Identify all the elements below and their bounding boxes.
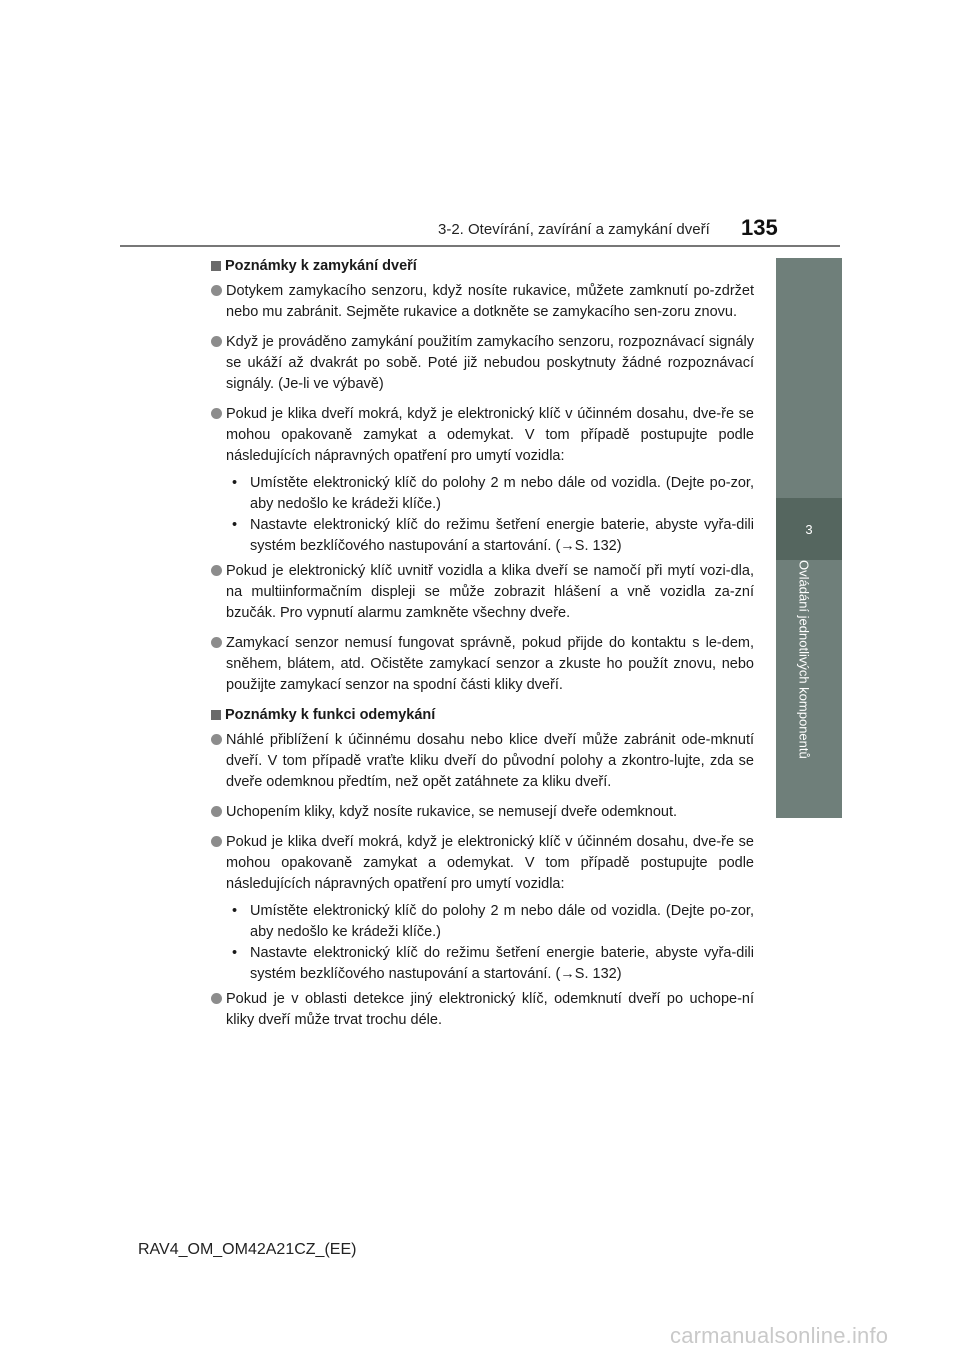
bullet-text: Když je prováděno zamykání použitím zamykacího senzoru, rozpoznávací signály se ukáží až dvakrát po sobě. Poté již nebudou poskytnuty žádné rozpoznávací signály. (Je-li ve výbavě) [226, 334, 754, 392]
sub-item [210, 943, 754, 985]
bullet-icon [211, 806, 222, 817]
page-number: 135 [741, 215, 778, 240]
sub-bullet-icon: • [232, 903, 238, 919]
list-item [210, 730, 754, 793]
bullet-text: Pokud je klika dveří mokrá, když je elektronický klíč v účinném dosahu, dve-ře se mohou opakovaně zamykat a odemykat. V tom případě postupujte podle následujících nápravných opatření pro umytí vozidla: [226, 834, 754, 892]
sub-item-text: Umístěte elektronický klíč do polohy 2 m nebo dále od vozidla. (Dejte po-zor, aby nedošlo ke krádeži klíče.) [250, 903, 754, 940]
list-item [210, 281, 754, 323]
section-heading-locking: Poznámky k zamykání dveří [210, 256, 754, 277]
sub-item [210, 901, 754, 943]
sub-list [210, 901, 754, 985]
sub-item-text: Nastavte elektronický klíč do režimu šetření energie baterie, abyste vyřa-dili systém bezklíčového nastupování a startování. (→S. 132) [250, 517, 754, 554]
bullet-icon [211, 336, 222, 347]
sub-list [210, 473, 754, 557]
sub-bullet-icon: • [232, 475, 238, 491]
header-rule [120, 245, 840, 247]
list-item [210, 404, 754, 467]
list-item [210, 832, 754, 895]
document-code: RAV4_OM_OM42A21CZ_(EE) [138, 1241, 357, 1258]
chapter-title: Ovládání jednotlivých komponentů [796, 560, 812, 759]
bullet-icon [211, 637, 222, 648]
bullet-text: Pokud je v oblasti detekce jiný elektronický klíč, odemknutí dveří po uchope-ní kliky dveří může trvat trochu déle. [226, 991, 754, 1028]
sub-item-text: Umístěte elektronický klíč do polohy 2 m nebo dále od vozidla. (Dejte po-zor, aby nedošlo ke krádeži klíče.) [250, 475, 754, 512]
list-item [210, 561, 754, 624]
bullet-text: Uchopením kliky, když nosíte rukavice, se nemusejí dveře odemknout. [226, 804, 678, 820]
list-item [210, 802, 754, 823]
bullet-text: Náhlé přiblížení k účinnému dosahu nebo klice dveří může zabránit ode-mknutí dveří. V tom případě vraťte kliku dveří do původní polohy a zkontro-lujte, zda se dveře odemknou předtím, než opět zatáhnete za kliku dveří. [226, 732, 754, 790]
side-tab-upper [776, 258, 842, 498]
list-item [210, 332, 754, 395]
section-heading-unlocking: Poznámky k funkci odemykání [210, 705, 754, 726]
bullet-text: Zamykací senzor nemusí fungovat správně, pokud přijde do kontaktu s le-dem, sněhem, blátem, atd. Očistěte zamykací senzor a zkuste ho použít znovu, nebo použijte zamykací senzor na spodní části kliky dveří. [226, 635, 754, 693]
bullet-text: Pokud je klika dveří mokrá, když je elektronický klíč v účinném dosahu, dve-ře se mohou opakovaně zamykat a odemykat. V tom případě postupujte podle následujících nápravných opatření pro umytí vozidla: [226, 406, 754, 464]
bullet-icon [211, 408, 222, 419]
sub-item [210, 515, 754, 557]
bullet-icon [211, 285, 222, 296]
sub-item-text: Nastavte elektronický klíč do režimu šetření energie baterie, abyste vyřa-dili systém bezklíčového nastupování a startování. (→S. 132) [250, 945, 754, 982]
bullet-icon [211, 836, 222, 847]
sub-bullet-icon: • [232, 517, 238, 533]
watermark: carmanualsonline.info [670, 1323, 889, 1348]
sub-bullet-icon: • [232, 945, 238, 961]
list-item [210, 633, 754, 696]
chapter-number: 3 [776, 498, 842, 560]
bullet-text: Dotykem zamykacího senzoru, když nosíte rukavice, můžete zamknutí po-zdržet nebo mu zabránit. Sejměte rukavice a dotkněte se zamykacího sen-zoru znovu. [226, 283, 754, 320]
bullet-icon [211, 565, 222, 576]
page-content [210, 256, 754, 1040]
bullet-icon [211, 993, 222, 1004]
sub-item [210, 473, 754, 515]
running-header: 3-2. Otevírání, zavírání a zamykání dveří [438, 221, 710, 238]
bullet-text: Pokud je elektronický klíč uvnitř vozidla a klika dveří se namočí při mytí vozi-dla, na multiinformačním displeji se může zobrazit hlášení a vně vozidla za-zní bzučák. Pro vypnutí alarmu zamkněte všechny dveře. [226, 563, 754, 621]
list-item [210, 989, 754, 1031]
bullet-icon [211, 734, 222, 745]
